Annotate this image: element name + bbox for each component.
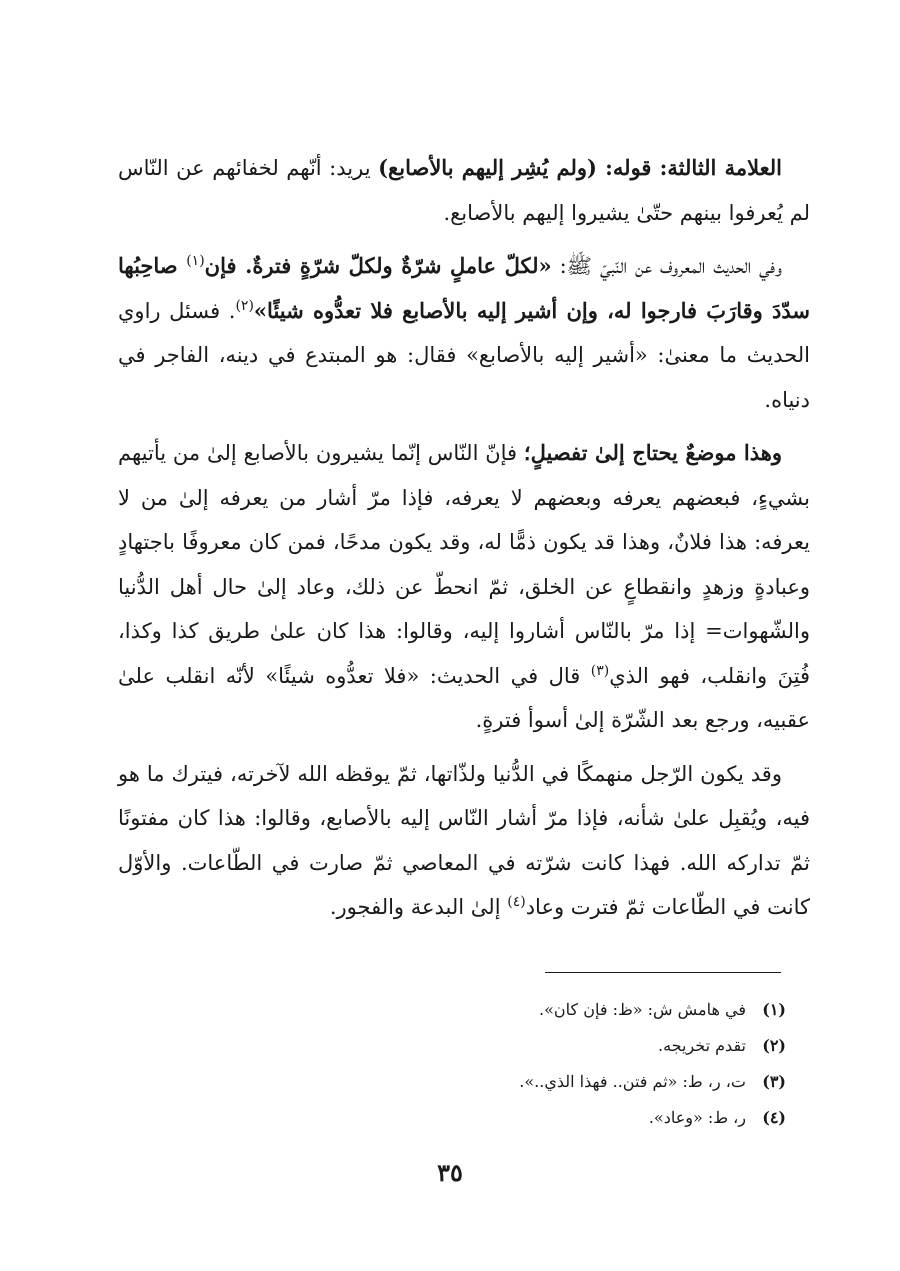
footnote-ref[interactable]: (٤) <box>507 894 526 910</box>
paragraph-4 <box>118 752 810 930</box>
paragraph-text: فإنّ النّاس إنّما يشيرون بالأصابع إلىٰ من يأتيهم بشيءٍ، فبعضهم يعرفه وبعضهم لا يعرفه، فإذا مرّ أشار من يعرفه إلىٰ من لا يعرفه: هذا فلانٌ، وهذا قد يكون ذمًّا له، وقد يكون مدحًا، فمن كان معروفًا باجتهادٍ وعبادةٍ وزهدٍ وانقطاعٍ عن الخلق، ثمّ انحطّ عن ذلك، وعاد إلىٰ حال أهل الدُّنيا والشّهوات= إذا مرّ بالنّاس أشاروا إليه، وقالوا: هذا كان علىٰ طريق كذا وكذا، فُتِنَ وانقلب، فهو الذي <box>118 441 810 688</box>
paragraph-text: وقد يكون الرّجل منهمكًا في الدُّنيا ولذّاتها، ثمّ يوقظه الله لآخرته، فيترك ما هو فيه، ويُقبِل علىٰ شأنه، فإذا مرّ أشار النّاس إليه بالأصابع، وقالوا: هذا كان مفتونًا ثمّ تداركه الله. فهذا كانت شرّته في المعاصي ثمّ صارت في الطّاعات. والأوّل كانت في الطّاعات ثمّ فترت وعاد <box>118 761 810 919</box>
paragraph-3 <box>118 431 810 743</box>
quoted-phrase: قوله: (ولم يُشِر إليهم بالأصابع) <box>378 155 660 180</box>
hadith-text: «لكلّ عاملٍ شرّةٌ ولكلّ شرّةٍ فترةٌ. فإن <box>204 253 552 278</box>
section-heading: العلامة الثالثة: <box>659 155 782 180</box>
footnotes <box>118 992 786 1136</box>
paragraph-text: قال في الحديث: «فلا تعدُّوه شيئًا» لأنّه انقلب علىٰ عقبيه، ورجع بعد الشّرّة إلىٰ أسوأ فترةٍ. <box>118 663 810 732</box>
footnote-text: تقدم تخريجه. <box>658 1036 746 1055</box>
footnote-ref[interactable]: (٣) <box>590 662 610 679</box>
footnote-divider <box>545 972 781 973</box>
paragraph-lead: وهذا موضعٌ يحتاج إلىٰ تفصيلٍ؛ <box>523 440 782 465</box>
page-number: ٣٥ <box>437 1158 463 1187</box>
footnote-item <box>118 1064 786 1100</box>
footnote-text: ر، ط: «وعاد». <box>648 1108 746 1127</box>
footnote-text: ت، ر، ط: «ثم فتن.. فهذا الذي..». <box>519 1072 746 1091</box>
footnote-item <box>118 1028 786 1064</box>
main-text <box>118 146 810 939</box>
footnote-number: (١) <box>762 1000 786 1019</box>
paragraph-text: . فسئل راوي الحديث ما معنىٰ: «أشير إليه بالأصابع» فقال: هو المبتدع في دينه، الفاجر في دنياه. <box>118 298 810 412</box>
footnote-text: في هامش ش: «ظ: فإن كان». <box>539 1000 746 1019</box>
paragraph-1 <box>118 146 810 235</box>
footnote-ref[interactable]: (١) <box>186 253 205 269</box>
hadith-text: صاحِبُها سدّدَ وقارَبَ فارجوا له، وإن أشير إليه بالأصابع فلا تعدُّوه شيئًا» <box>118 253 810 323</box>
footnote-item <box>118 992 786 1028</box>
footnote-number: (٣) <box>762 1072 786 1091</box>
footnote-ref[interactable]: (٢) <box>235 297 254 314</box>
paragraph-text: إلىٰ البدعة والفجور. <box>329 895 508 919</box>
paragraph-2 <box>118 244 810 422</box>
footnote-number: (٤) <box>762 1108 786 1127</box>
paragraph-text: وفي الحديث المعروف عن النّبيّ ﷺ: <box>551 254 782 278</box>
footnote-item <box>118 1100 786 1136</box>
footnote-number: (٢) <box>762 1036 786 1055</box>
paragraph-text: يريد: أنّهم لخفائهم عن النّاس لم يُعرفوا بينهم حتّىٰ يشيروا إليهم بالأصابع. <box>118 156 810 225</box>
